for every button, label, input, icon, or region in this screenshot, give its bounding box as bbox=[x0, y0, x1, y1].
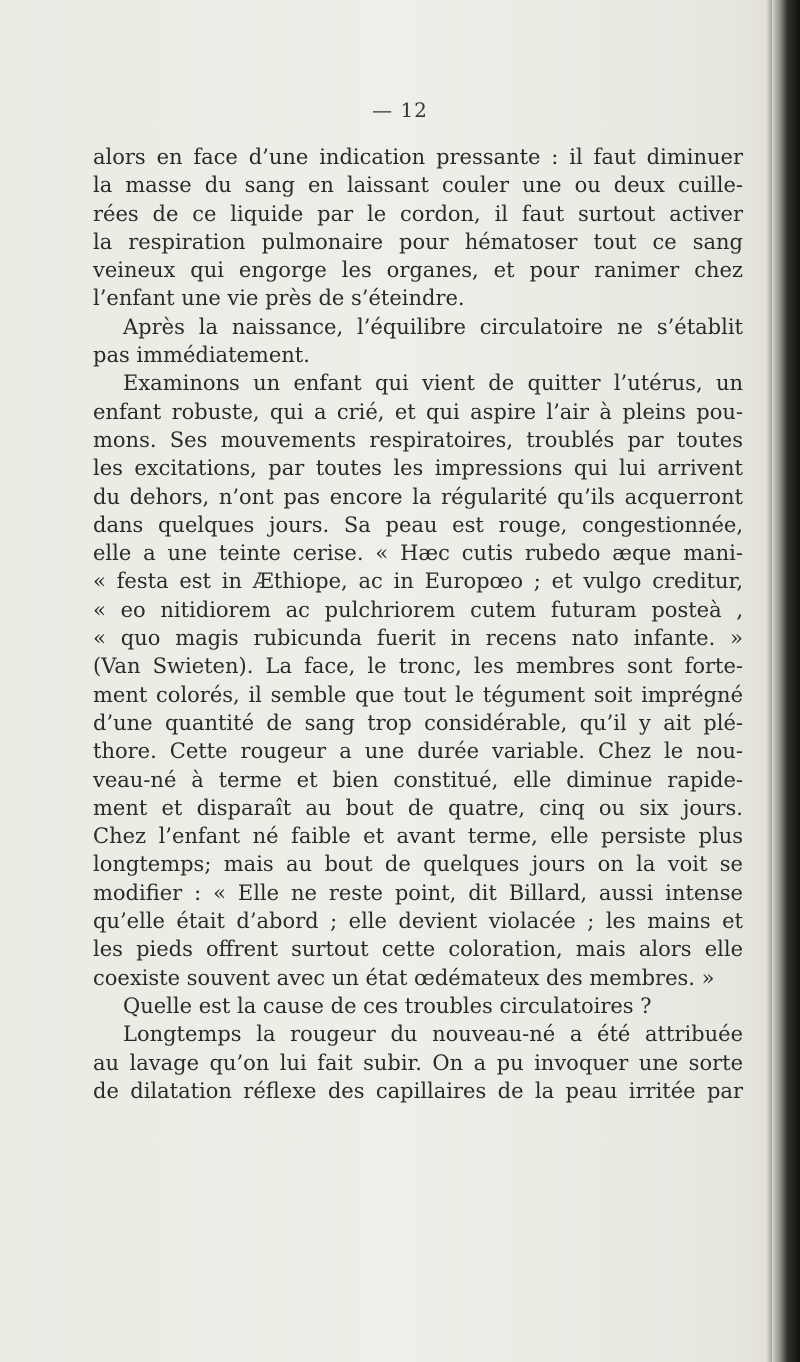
text-line: l’enfant une vie près de s’éteindre. bbox=[93, 286, 465, 311]
text-line: « eo nitidiorem ac pulchriorem cutem futuram posteà , bbox=[93, 597, 743, 622]
text-line: rées de ce liquide par le cordon, il faut surtout activer bbox=[93, 201, 743, 226]
text-line: coexiste souvent avec un état œdémateux des membres. » bbox=[93, 965, 715, 990]
text-line: d’une quantité de sang trop considérable, qu’il y ait plé- bbox=[93, 710, 743, 735]
text-line: la respiration pulmonaire pour hématoser tout ce sang bbox=[93, 229, 743, 254]
text-line: du dehors, n’ont pas encore la régularité qu’ils acquerront bbox=[93, 484, 743, 509]
text-line: au lavage qu’on lui fait subir. On a pu invoquer une sorte bbox=[93, 1050, 743, 1075]
text-line: les excitations, par toutes les impressions qui lui arrivent bbox=[93, 456, 743, 481]
text-line: pas immédiatement. bbox=[93, 343, 310, 368]
text-line: veineux qui engorge les organes, et pour ranimer chez bbox=[93, 258, 743, 283]
text-line: « quo magis rubicunda fuerit in recens nato infante. » bbox=[93, 626, 743, 651]
text-line: thore. Cette rougeur a une durée variable. Chez le nou- bbox=[93, 739, 743, 764]
book-binding-edge bbox=[772, 0, 800, 1362]
text-line: de dilatation réflexe des capillaires de la peau irritée par bbox=[93, 1078, 743, 1103]
text-line: elle a une teinte cerise. « Hæc cutis rubedo æque mani- bbox=[93, 541, 743, 566]
text-line: Longtemps la rougeur du nouveau-né a été attribuée bbox=[123, 1022, 743, 1047]
text-line: modifier : « Elle ne reste point, dit Billard, aussi intense bbox=[93, 880, 743, 905]
body-text bbox=[93, 143, 743, 1105]
text-line: la masse du sang en laissant couler une ou deux cuille- bbox=[93, 173, 743, 198]
text-line: Chez l’enfant né faible et avant terme, elle persiste plus bbox=[93, 824, 743, 849]
text-line: ment colorés, il semble que tout le tégument soit imprégné bbox=[93, 682, 743, 707]
text-line: longtemps; mais au bout de quelques jours on la voit se bbox=[93, 852, 743, 877]
text-line: les pieds offrent surtout cette coloration, mais alors elle bbox=[93, 937, 743, 962]
text-line: veau-né à terme et bien constitué, elle diminue rapide- bbox=[93, 767, 743, 792]
text-line: dans quelques jours. Sa peau est rouge, congestionnée, bbox=[93, 512, 743, 537]
text-line: Examinons un enfant qui vient de quitter l’utérus, un bbox=[123, 371, 743, 396]
text-line: enfant robuste, qui a crié, et qui aspire l’air à pleins pou- bbox=[93, 399, 743, 424]
text-line: mons. Ses mouvements respiratoires, troublés par toutes bbox=[93, 427, 743, 452]
text-line: « festa est in Æthiope, ac in Europœo ; et vulgo creditur, bbox=[93, 569, 743, 594]
text-line: (Van Swieten). La face, le tronc, les membres sont forte- bbox=[93, 654, 743, 679]
page-number: — 12 bbox=[372, 98, 428, 122]
text-line: Quelle est la cause de ces troubles circulatoires ? bbox=[123, 993, 652, 1018]
text-line: alors en face d’une indication pressante : il faut diminuer bbox=[93, 145, 743, 169]
text-line: qu’elle était d’abord ; elle devient violacée ; les mains et bbox=[93, 909, 743, 934]
text-line: ment et disparaît au bout de quatre, cinq ou six jours. bbox=[93, 795, 743, 820]
text-line: Après la naissance, l’équilibre circulatoire ne s’établit bbox=[123, 314, 743, 339]
